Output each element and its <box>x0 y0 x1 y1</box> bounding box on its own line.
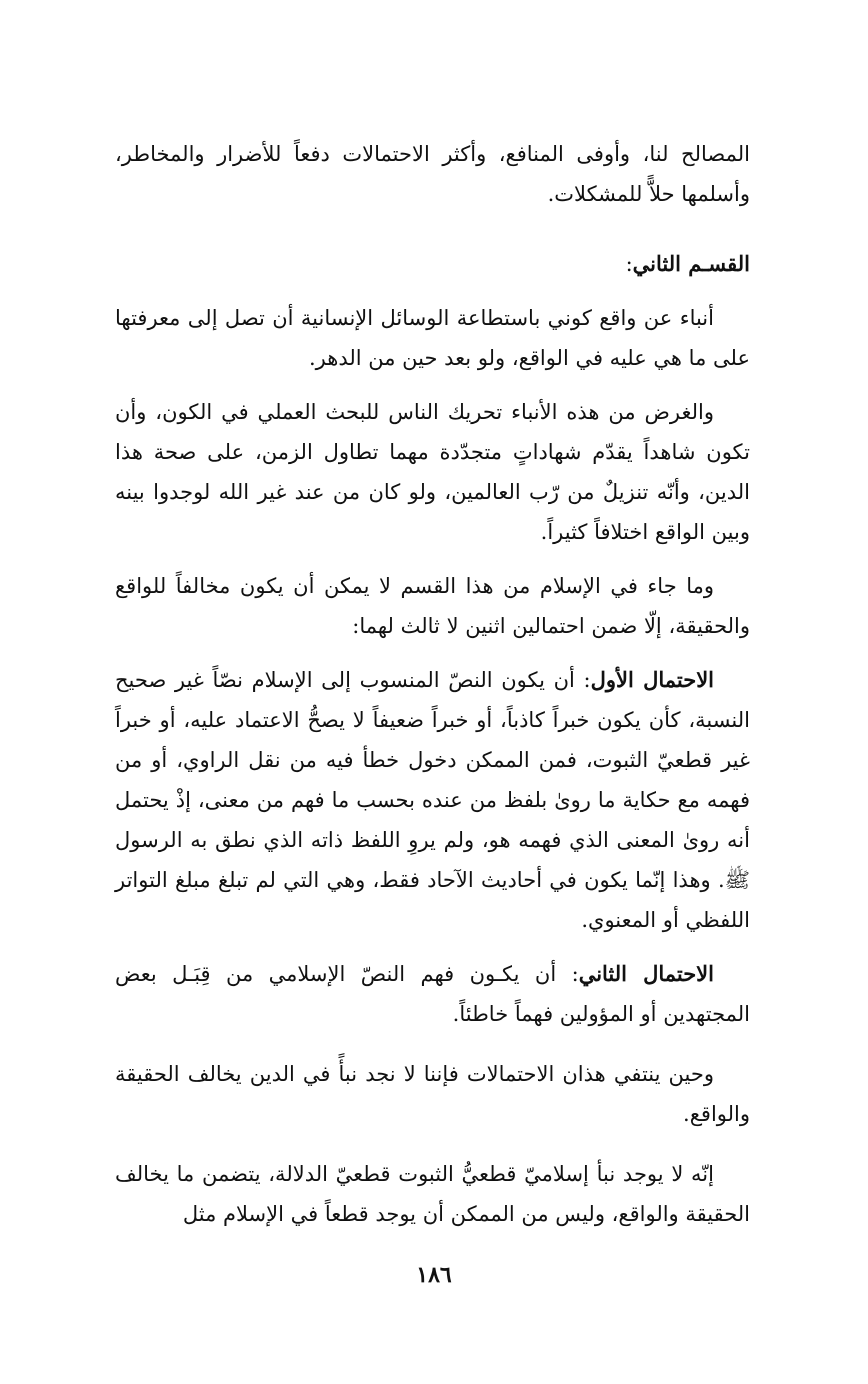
paragraph-no-contradiction: إنّه لا يوجد نبأ إسلاميّ قطعيُّ الثبوت قطعيّ الدلالة، يتضمن ما يخالف الحقيقة والواقع، وليس من الممكن أن يوجد قطعاً في الإسلام مثل <box>115 1162 750 1226</box>
second-possibility-text: : أن يكـون فهم النصّ الإسلامي من قِبَـل بعض المجتهدين أو المؤولين فهماً خاطئاً. <box>115 962 750 1026</box>
paragraph-first-possibility <box>115 660 750 940</box>
section-heading-text: القسـم الثاني <box>632 251 750 276</box>
first-possibility-text: : أن يكون النصّ المنسوب إلى الإسلام نصّاً غير صحيح النسبة، كأن يكون خبراً كاذباً، أو خبراً ضعيفاً لا يصحُّ الاعتماد عليه، أو خبراً غير قطعيّ الثبوت، فمن الممكن دخول خطأ فيه من نقل الراوي، أو من فهمه مع حكاية ما روىٰ بلفظ من عنده بحسب ما فهم من معنى، إذْ يحتمل أنه روىٰ المعنى الذي فهمه هو، ولم يروِ اللفظ ذاته الذي نطق به الرسول ﷺ. وهذا إنّما يكون في أحاديث الآحاد فقط، وهي التي لم تبلغ مبلغ التواتر اللفظي أو المعنوي. <box>115 668 750 932</box>
paragraph-continuation: المصالح لنا، وأوفى المنافع، وأكثر الاحتمالات دفعاً للأضرار والمخاطر، وأسلمها حلاًّ للمشكلات. <box>115 142 750 206</box>
paragraph-second-possibility <box>115 954 750 1034</box>
paragraph-conclusion: وحين ينتفي هذان الاحتمالات فإننا لا نجد نبأً في الدين يخالف الحقيقة والواقع. <box>115 1062 750 1126</box>
paragraph-purpose: والغرض من هذه الأنباء تحريك الناس للبحث العملي في الكون، وأن تكون شاهداً يقدّم شهاداتٍ متجدّدة مهما تطاول الزمن، على صحة هذا الدين، وأنّه تنزيلٌ من رّب العالمين، ولو كان من عند غير الله لوجدوا بينه وبين الواقع اختلافاً كثيراً. <box>115 400 750 544</box>
second-possibility-label: الاحتمال الثاني <box>578 961 714 986</box>
page-body <box>115 134 750 1234</box>
section-heading <box>115 244 750 284</box>
paragraph-two-possibilities: وما جاء في الإسلام من هذا القسم لا يمكن أن يكون مخالفاً للواقع والحقيقة، إلّا ضمن احتمالين اثنين لا ثالث لهما: <box>115 574 750 638</box>
page-number: ١٨٦ <box>416 1262 452 1288</box>
first-possibility-label: الاحتمال الأول <box>590 667 715 692</box>
section-heading-colon: : <box>625 252 633 276</box>
paragraph-cosmic-news: أنباء عن واقع كوني باستطاعة الوسائل الإنسانية أن تصل إلى معرفتها على ما هي عليه في الواقع، ولو بعد حين من الدهر. <box>115 306 750 370</box>
